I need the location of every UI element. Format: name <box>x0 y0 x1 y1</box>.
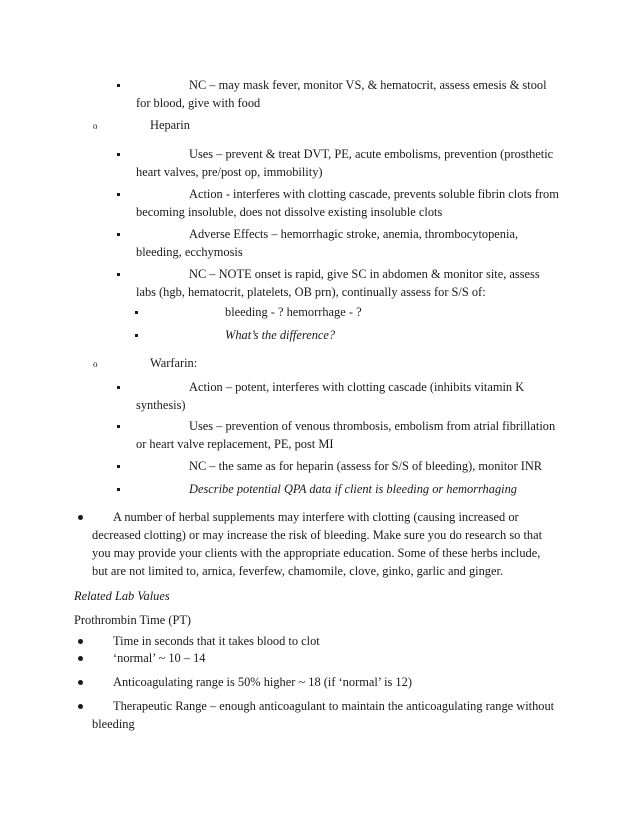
list-item-text: Time in seconds that it takes blood to clot <box>113 634 320 648</box>
list-item-text: Uses – prevent & treat DVT, PE, acute embolisms, prevention (prosthetic <box>189 147 554 161</box>
list-item-text: Action - interferes with clotting cascade, prevents soluble fibrin clots from <box>189 187 559 201</box>
list-item-text: Uses – prevention of venous thrombosis, embolism from atrial fibrillation <box>189 419 556 433</box>
list-item-text-cont: synthesis) <box>136 398 186 412</box>
square-bullet-icon <box>117 233 120 236</box>
list-item-text-cont: bleeding, ecchymosis <box>136 245 243 259</box>
list-item-text: ‘normal’ ~ 10 – 14 <box>113 651 206 665</box>
square-bullet-icon <box>135 334 138 337</box>
subsection-title: Prothrombin Time (PT) <box>74 613 192 627</box>
square-bullet-icon <box>117 153 120 156</box>
list-item-text: Adverse Effects – hemorrhagic stroke, anemia, thrombocytopenia, <box>189 227 519 241</box>
square-bullet-icon <box>117 425 120 428</box>
list-item-text-cont: or heart valve replacement, PE, post MI <box>136 437 334 451</box>
paragraph-line: but are not limited to, arnica, feverfew, chamomile, clove, ginko, garlic and ginger. <box>92 564 504 578</box>
paragraph-line: decreased clotting) or may increase the risk of bleeding. Make sure you do research so that <box>92 528 543 542</box>
drug-heading-heparin: Heparin <box>150 118 190 132</box>
list-item-text: NC – NOTE onset is rapid, give SC in abdomen & monitor site, assess <box>189 267 540 281</box>
disc-bullet-icon <box>78 639 83 644</box>
disc-bullet-icon <box>78 680 83 685</box>
list-item-text-cont: bleeding <box>92 717 135 731</box>
square-bullet-icon <box>135 311 138 314</box>
list-item-text-cont: labs (hgb, hematocrit, platelets, OB prn), continually assess for S/S of: <box>136 285 486 299</box>
section-title: Related Lab Values <box>74 589 170 603</box>
circle-bullet-icon: o <box>93 359 98 369</box>
disc-bullet-icon <box>78 704 83 709</box>
square-bullet-icon <box>117 273 120 276</box>
square-bullet-icon <box>117 386 120 389</box>
square-bullet-icon <box>117 193 120 196</box>
square-bullet-icon <box>117 488 120 491</box>
square-bullet-icon <box>117 84 120 87</box>
list-item-text: Therapeutic Range – enough anticoagulant to maintain the anticoagulating range without <box>113 699 555 713</box>
disc-bullet-icon <box>78 515 83 520</box>
paragraph-line: you may provide your clients with the appropriate education. Some of these herbs include, <box>92 546 541 560</box>
list-item-text: NC – may mask fever, monitor VS, & hematocrit, assess emesis & stool <box>189 78 547 92</box>
square-bullet-icon <box>117 465 120 468</box>
list-item-text-cont: for blood, give with food <box>136 96 261 110</box>
drug-heading-warfarin: Warfarin: <box>150 356 198 370</box>
list-item-text-cont: heart valves, pre/post op, immobility) <box>136 165 323 179</box>
paragraph-line: A number of herbal supplements may interfere with clotting (causing increased or <box>113 510 519 524</box>
list-item-text: bleeding - ? hemorrhage - ? <box>225 305 362 319</box>
circle-bullet-icon: o <box>93 121 98 131</box>
list-item-text: What’s the difference? <box>225 328 336 342</box>
list-item-text: Anticoagulating range is 50% higher ~ 18 (if ‘normal’ is 12) <box>113 675 412 689</box>
list-item-text: NC – the same as for heparin (assess for S/S of bleeding), monitor INR <box>189 459 543 473</box>
list-item-text: Action – potent, interferes with clotting cascade (inhibits vitamin K <box>189 380 525 394</box>
disc-bullet-icon <box>78 656 83 661</box>
list-item-text: Describe potential QPA data if client is bleeding or hemorrhaging <box>189 482 517 496</box>
list-item-text-cont: becoming insoluble, does not dissolve existing insoluble clots <box>136 205 443 219</box>
